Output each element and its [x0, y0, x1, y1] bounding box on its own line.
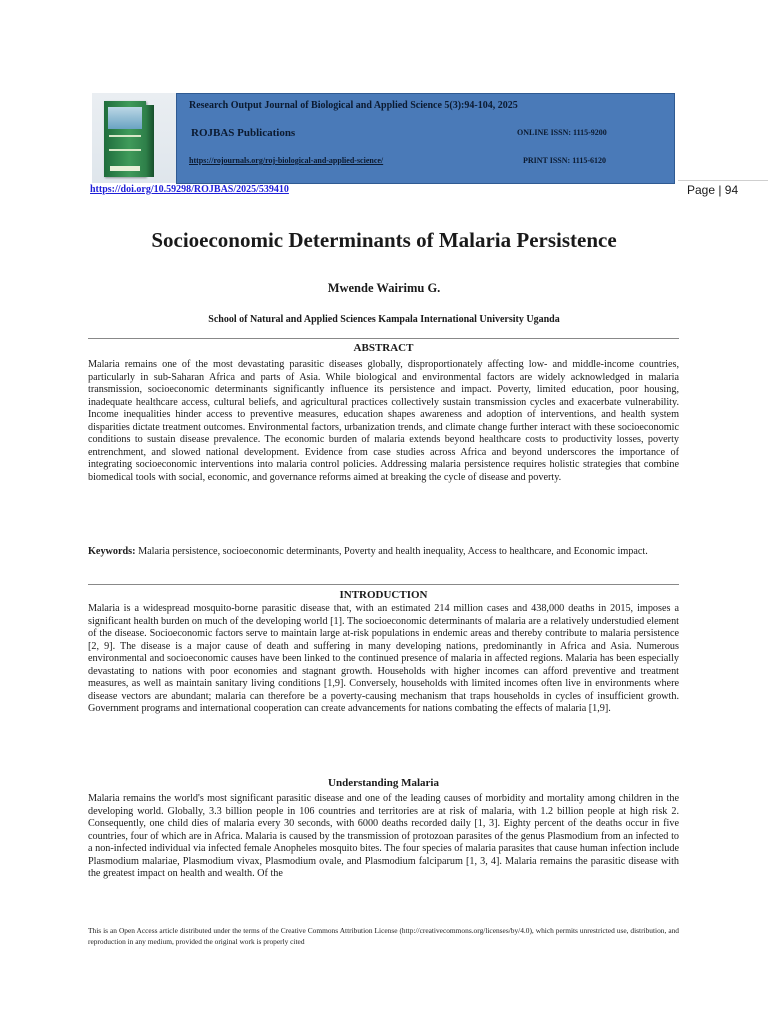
- cover-brand: [110, 166, 140, 171]
- keywords-text: Malaria persistence, socioeconomic determinants, Poverty and health inequality, Access to healthcare, and Economic impact.: [135, 546, 648, 557]
- page-number: Page | 94: [687, 183, 739, 197]
- cover-photo: [108, 107, 142, 129]
- print-issn: PRINT ISSN: 1115-6120: [523, 156, 606, 165]
- article-author: Mwende Wairimu G.: [327, 281, 441, 295]
- keywords-label: Keywords:: [88, 546, 136, 557]
- divider: [88, 338, 679, 339]
- journal-banner: [176, 93, 675, 184]
- keywords: [88, 546, 679, 559]
- cover-front: [104, 101, 146, 177]
- introduction-text: Malaria is a widespread mosquito-borne parasitic disease that, with an estimated 214 million cases and 438,000 deaths in 2015, imposes a significant health burden on much of the developing world [1]. The socioeconomic determinants of malaria are a relatively understudied element of the disease. Socioeconomic factors serve to maintain large at-risk populations in endemic areas and thereby contribute to malaria persistence [2, 9]. The disease is a major cause of death and suffering in many developing nations, predominantly in Africa and Asia. Numerous environmental and socioeconomic causes have been linked to the continued presence of malaria in affected regions. Malaria has been especially devastating to nations with poor economies and stagnant growth. Households with higher incomes can afford preventive and treatment measures, as well as maintain sanitary living conditions [1,9]. Conversely, households with limited incomes often live in environments where disease vectors are abundant; malaria can therefore be a poverty-causing mechanism that traps households in cycles of insufficient growth. Government programs and international cooperation can create advancements for nations combating the effects of malaria [1,9].: [88, 603, 679, 714]
- doi-link[interactable]: https://doi.org/10.59298/ROJBAS/2025/539410: [90, 184, 289, 195]
- author-affiliation: School of Natural and Applied Sciences Kampala International University Uganda: [208, 314, 560, 325]
- divider: [88, 584, 679, 585]
- abstract-heading: ABSTRACT: [353, 342, 414, 354]
- online-issn: ONLINE ISSN: 1115-9200: [517, 128, 607, 137]
- publisher-name: ROJBAS Publications: [191, 127, 296, 139]
- journal-cover-image: [92, 93, 176, 183]
- abstract-text: Malaria remains one of the most devastating parasitic diseases globally, disproportionately affecting low- and middle-income countries, particularly in sub-Saharan Africa and parts of Asia. While biological and environmental factors are widely acknowledged in malaria transmission, socioeconomic determinants significantly influence its persistence and impact. Poverty, limited education, poor housing, inadequate healthcare access, cultural beliefs, and agricultural practices collectively sustain transmission cycles and exacerbate vulnerability. Income inequalities hinder access to preventive measures, education shapes awareness and adoption of interventions, and health system disparities dictate treatment outcomes. Environmental factors, urbanization trends, and climate change further interact with these socioeconomic conditions to sustain disease prevalence. The economic burden of malaria extends beyond healthcare costs to productivity losses, poverty entrenchment, and slowed national development. Evidence from case studies across Africa and beyond underscores the importance of integrating socioeconomic interventions into malaria control policies. Addressing malaria persistence requires holistic strategies that combine biomedical tools with social, economic, and governance reforms aimed at breaking the cycle of disease and poverty.: [88, 359, 679, 483]
- journal-name: Research Output Journal of Biological and Applied Science 5(3):94-104, 2025: [189, 100, 518, 111]
- journal-url-link[interactable]: https://rojournals.org/roj-biological-and-applied-science/: [189, 156, 384, 165]
- understanding-malaria-text: Malaria remains the world's most significant parasitic disease and one of the leading causes of morbidity and mortality among children in the developing world. Globally, 3.3 billion people in 106 countries and territories are at risk of malaria, with 1.2 billion people at high risk 2. Consequently, one child dies of malaria every 30 seconds, with 6000 deaths recorded daily [1, 3]. Eighty percent of the deaths occur in five countries, four of which are in Africa. Malaria is caused by the transmission of protozoan parasites of the genus Plasmodium from an infected to a non-infected individual via infected female Anopheles mosquito bites. The four species of malaria parasites that cause human infection include Plasmodium malariae, Plasmodium vivax, Plasmodium ovale, and Plasmodium falciparum [1, 3, 4]. Malaria remains the parasitic disease with the greatest impact on health and wealth. Of the: [88, 793, 679, 879]
- understanding-malaria-heading: Understanding Malaria: [328, 777, 439, 789]
- cover-title-lines: [109, 135, 141, 151]
- license-footer: This is an Open Access article distributed under the terms of the Creative Commons Attribution License (http://creativecommons.org/licenses/by/4.0), which permits unrestricted use, distribution, and reproduction in any medium, provided the original work is properly cited: [88, 926, 679, 946]
- page-number-rule: [678, 180, 768, 181]
- introduction-heading: INTRODUCTION: [339, 589, 428, 601]
- article-title: Socioeconomic Determinants of Malaria Persistence: [151, 228, 617, 252]
- cover-spine: [146, 105, 154, 177]
